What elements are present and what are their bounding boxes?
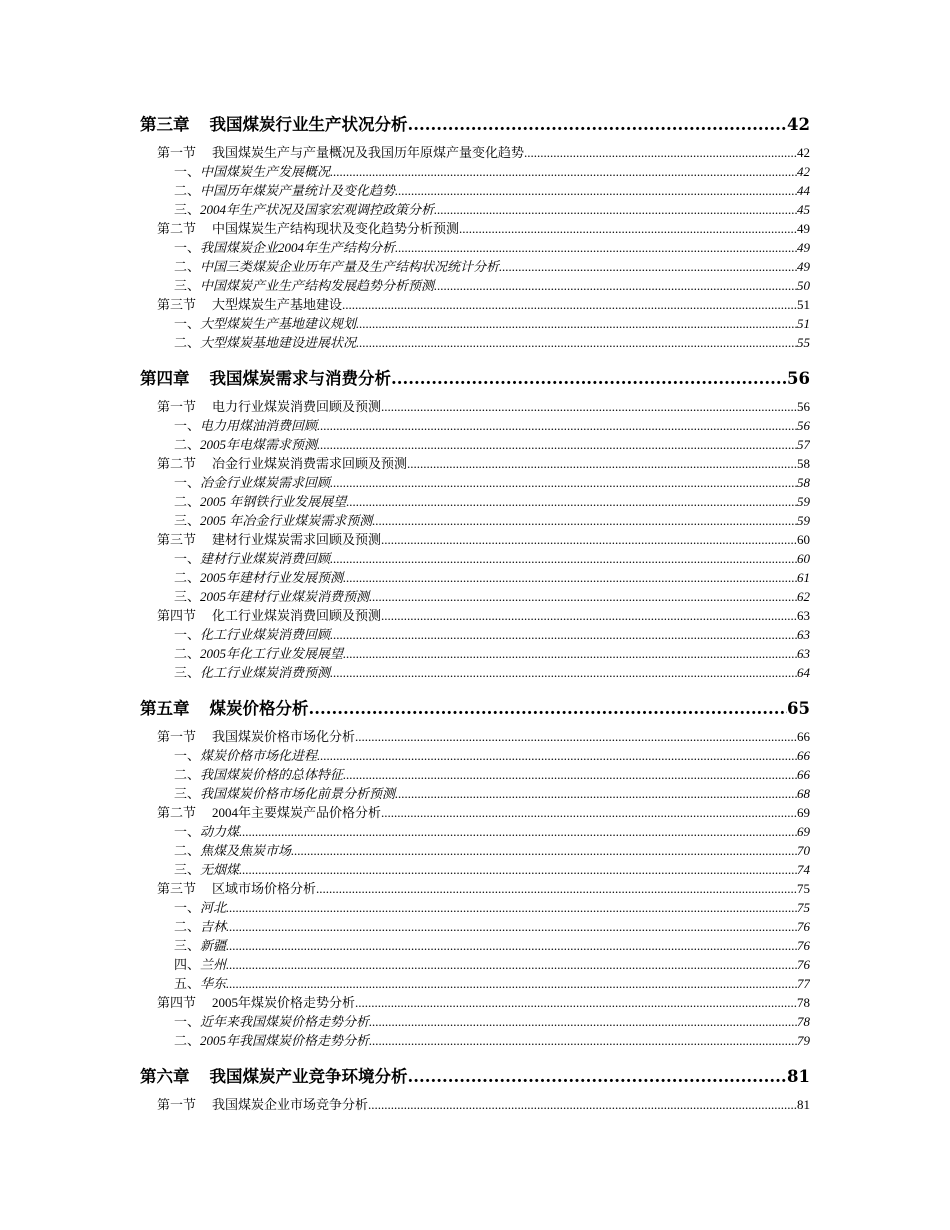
toc-section-entry[interactable] — [140, 727, 810, 746]
section-title: 建材行业煤炭需求回顾及预测 — [212, 532, 382, 547]
toc-item-entry[interactable] — [140, 625, 810, 644]
item-heading — [174, 917, 226, 936]
dot-leader — [342, 295, 797, 314]
section-heading — [157, 295, 342, 314]
item-number: 三、 — [174, 862, 201, 877]
item-title: 中国历年煤炭产量统计及变化趋势 — [200, 183, 396, 198]
item-page-number: 42 — [797, 164, 810, 179]
item-heading — [174, 822, 239, 841]
item-title: 2005年建材行业煤炭消费预测 — [200, 589, 370, 604]
item-heading — [174, 568, 343, 587]
item-heading — [174, 181, 395, 200]
section-title: 2005年煤炭价格走势分析 — [212, 995, 356, 1010]
toc-item-entry[interactable] — [140, 1031, 810, 1050]
dot-leader — [330, 625, 797, 644]
item-title: 大型煤炭生产基地建议规划 — [200, 316, 357, 331]
item-heading — [174, 860, 239, 879]
item-page-number: 64 — [797, 665, 810, 680]
toc-item-entry[interactable] — [140, 162, 810, 181]
chapter-heading — [140, 696, 309, 722]
dot-leader — [226, 936, 797, 955]
item-page-number: 57 — [797, 437, 810, 452]
section-title: 化工行业煤炭消费回顾及预测 — [212, 608, 382, 623]
toc-item-entry[interactable] — [140, 898, 810, 917]
item-heading — [174, 333, 356, 352]
item-title: 华东 — [200, 976, 227, 991]
section-heading — [157, 606, 381, 625]
item-title: 我国煤炭价格的总体特征 — [200, 767, 344, 782]
item-page-number: 51 — [797, 316, 810, 331]
section-heading — [157, 879, 316, 898]
item-heading — [174, 257, 499, 276]
item-page-number: 76 — [797, 957, 810, 972]
toc-item-entry[interactable] — [140, 511, 810, 530]
item-heading — [174, 765, 343, 784]
item-title: 中国煤炭生产发展概况 — [200, 164, 331, 179]
item-heading — [174, 663, 330, 682]
item-page-number: 56 — [797, 418, 810, 433]
toc-chapter-entry[interactable] — [140, 366, 810, 392]
toc-item-entry[interactable] — [140, 746, 810, 765]
dot-leader — [524, 143, 797, 162]
toc-item-entry[interactable] — [140, 917, 810, 936]
item-heading — [174, 784, 395, 803]
item-title: 中国三类煤炭企业历年产量及生产结构状况统计分析 — [200, 259, 500, 274]
item-page-number: 66 — [797, 748, 810, 763]
dot-leader — [291, 841, 797, 860]
item-number: 二、 — [174, 494, 201, 509]
item-number: 二、 — [174, 919, 201, 934]
item-page-number: 49 — [797, 259, 810, 274]
dot-leader — [368, 1095, 797, 1114]
item-page-number: 59 — [797, 494, 810, 509]
toc-section-entry[interactable] — [140, 879, 810, 898]
item-title: 我国煤炭企业2004年生产结构分析 — [200, 240, 396, 255]
item-page-number: 75 — [797, 900, 810, 915]
section-page-number: 56 — [797, 399, 810, 414]
item-heading — [174, 955, 226, 974]
item-title: 新疆 — [200, 938, 227, 953]
item-heading — [174, 200, 434, 219]
item-number: 一、 — [174, 475, 201, 490]
item-title: 无烟煤 — [200, 862, 240, 877]
toc-item-entry[interactable] — [140, 822, 810, 841]
item-page-number: 62 — [797, 589, 810, 604]
dot-leader — [239, 860, 797, 879]
dot-leader — [239, 822, 797, 841]
dot-leader — [459, 219, 797, 238]
toc-section-entry[interactable] — [140, 143, 810, 162]
section-number: 第三节 — [157, 881, 197, 896]
item-number: 三、 — [174, 938, 201, 953]
item-number: 二、 — [174, 183, 201, 198]
item-title: 建材行业煤炭消费回顾 — [200, 551, 331, 566]
dot-leader — [316, 879, 797, 898]
toc-item-entry[interactable] — [140, 568, 810, 587]
table-of-contents — [140, 112, 810, 1114]
dot-leader — [226, 898, 797, 917]
section-number: 第一节 — [157, 1097, 197, 1112]
item-page-number: 44 — [797, 183, 810, 198]
item-page-number: 79 — [797, 1033, 810, 1048]
item-title: 近年来我国煤炭价格走势分析 — [200, 1014, 370, 1029]
item-page-number: 77 — [797, 976, 810, 991]
section-title: 冶金行业煤炭消费需求回顾及预测 — [212, 456, 408, 471]
section-number: 第二节 — [157, 805, 197, 820]
toc-item-entry[interactable] — [140, 936, 810, 955]
chapter-title: 我国煤炭产业竞争环境分析 — [209, 1067, 408, 1086]
item-number: 二、 — [174, 646, 201, 661]
section-heading — [157, 993, 355, 1012]
item-page-number: 45 — [797, 202, 810, 217]
dot-leader — [434, 276, 797, 295]
toc-chapter-entry[interactable] — [140, 112, 810, 138]
toc-chapter-entry[interactable] — [140, 1064, 810, 1090]
item-number: 五、 — [174, 976, 201, 991]
toc-item-entry[interactable] — [140, 784, 810, 803]
item-number: 一、 — [174, 1014, 201, 1029]
item-page-number: 49 — [797, 240, 810, 255]
dot-leader — [408, 112, 788, 138]
item-title: 2005年我国煤炭价格走势分析 — [200, 1033, 370, 1048]
item-page-number: 76 — [797, 919, 810, 934]
item-page-number: 78 — [797, 1014, 810, 1029]
item-page-number: 59 — [797, 513, 810, 528]
item-page-number: 58 — [797, 475, 810, 490]
section-title: 区域市场价格分析 — [212, 881, 317, 896]
toc-section-entry[interactable] — [140, 219, 810, 238]
item-title: 动力煤 — [200, 824, 240, 839]
toc-item-entry[interactable] — [140, 492, 810, 511]
chapter-heading — [140, 366, 391, 392]
item-title: 2005年电煤需求预测 — [200, 437, 318, 452]
item-heading — [174, 549, 330, 568]
chapter-heading — [140, 112, 408, 138]
toc-item-entry[interactable] — [140, 663, 810, 682]
item-page-number: 60 — [797, 551, 810, 566]
toc-item-entry[interactable] — [140, 200, 810, 219]
section-title: 我国煤炭生产与产量概况及我国历年原煤产量变化趋势 — [212, 145, 525, 160]
item-heading — [174, 276, 434, 295]
chapter-page-number: 65 — [787, 699, 810, 718]
dot-leader — [330, 663, 797, 682]
item-number: 三、 — [174, 589, 201, 604]
section-page-number: 78 — [797, 995, 810, 1010]
chapter-title: 煤炭价格分析 — [209, 699, 309, 718]
dot-leader — [381, 803, 797, 822]
chapter-number: 第五章 — [140, 699, 190, 718]
toc-section-entry[interactable] — [140, 295, 810, 314]
toc-item-entry[interactable] — [140, 974, 810, 993]
dot-leader — [317, 435, 797, 454]
toc-section-entry[interactable] — [140, 530, 810, 549]
dot-leader — [330, 549, 797, 568]
section-page-number: 63 — [797, 608, 810, 623]
toc-item-entry[interactable] — [140, 257, 810, 276]
item-page-number: 70 — [797, 843, 810, 858]
item-title: 中国煤炭产业生产结构发展趋势分析预测 — [200, 278, 435, 293]
item-number: 三、 — [174, 278, 201, 293]
dot-leader — [372, 511, 797, 530]
section-page-number: 81 — [797, 1097, 810, 1112]
section-number: 第一节 — [157, 145, 197, 160]
item-number: 二、 — [174, 1033, 201, 1048]
item-number: 二、 — [174, 335, 201, 350]
toc-item-entry[interactable] — [140, 416, 810, 435]
item-title: 2005年化工行业发展展望 — [200, 646, 344, 661]
item-page-number: 63 — [797, 627, 810, 642]
item-number: 二、 — [174, 570, 201, 585]
item-number: 二、 — [174, 843, 201, 858]
item-heading — [174, 898, 226, 917]
dot-leader — [395, 181, 797, 200]
item-page-number: 74 — [797, 862, 810, 877]
section-page-number: 51 — [797, 297, 810, 312]
item-heading — [174, 1031, 369, 1050]
section-title: 电力行业煤炭消费回顾及预测 — [212, 399, 382, 414]
dot-leader — [309, 696, 788, 722]
item-number: 三、 — [174, 513, 201, 528]
section-title: 中国煤炭生产结构现状及变化趋势分析预测 — [212, 221, 460, 236]
dot-leader — [355, 727, 797, 746]
toc-section-entry[interactable] — [140, 454, 810, 473]
item-number: 三、 — [174, 202, 201, 217]
item-title: 2005 年冶金行业煤炭需求预测 — [200, 513, 373, 528]
item-page-number: 63 — [797, 646, 810, 661]
toc-item-entry[interactable] — [140, 860, 810, 879]
item-title: 焦煤及焦炭市场 — [200, 843, 292, 858]
toc-item-entry[interactable] — [140, 765, 810, 784]
item-number: 一、 — [174, 164, 201, 179]
section-heading — [157, 803, 381, 822]
item-page-number: 61 — [797, 570, 810, 585]
item-page-number: 55 — [797, 335, 810, 350]
chapter-page-number: 81 — [787, 1067, 810, 1086]
section-number: 第三节 — [157, 532, 197, 547]
dot-leader — [369, 1031, 797, 1050]
item-number: 三、 — [174, 786, 201, 801]
item-heading — [174, 974, 226, 993]
toc-section-entry[interactable] — [140, 606, 810, 625]
dot-leader — [356, 314, 797, 333]
toc-item-entry[interactable] — [140, 841, 810, 860]
item-page-number: 69 — [797, 824, 810, 839]
dot-leader — [226, 955, 797, 974]
item-title: 2005 年钢铁行业发展展望 — [200, 494, 347, 509]
dot-leader — [355, 993, 797, 1012]
item-page-number: 68 — [797, 786, 810, 801]
item-heading — [174, 162, 330, 181]
item-number: 二、 — [174, 437, 201, 452]
item-number: 一、 — [174, 824, 201, 839]
item-heading — [174, 746, 317, 765]
section-title: 我国煤炭价格市场化分析 — [212, 729, 356, 744]
item-number: 二、 — [174, 259, 201, 274]
dot-leader — [317, 416, 797, 435]
dot-leader — [395, 238, 797, 257]
item-heading — [174, 587, 369, 606]
item-page-number: 50 — [797, 278, 810, 293]
item-title: 电力用煤油消费回顾 — [200, 418, 318, 433]
item-heading — [174, 841, 291, 860]
dot-leader — [330, 162, 797, 181]
section-page-number: 60 — [797, 532, 810, 547]
toc-section-entry[interactable] — [140, 803, 810, 822]
dot-leader — [346, 492, 797, 511]
item-number: 一、 — [174, 418, 201, 433]
item-heading — [174, 936, 226, 955]
item-heading — [174, 238, 395, 257]
item-title: 河北 — [200, 900, 227, 915]
section-number: 第一节 — [157, 729, 197, 744]
chapter-number: 第六章 — [140, 1067, 190, 1086]
item-title: 2005年建材行业发展预测 — [200, 570, 344, 585]
item-number: 一、 — [174, 316, 201, 331]
toc-item-entry[interactable] — [140, 644, 810, 663]
toc-item-entry[interactable] — [140, 435, 810, 454]
chapter-heading — [140, 1064, 408, 1090]
item-heading — [174, 1012, 369, 1031]
section-page-number: 75 — [797, 881, 810, 896]
section-heading — [157, 143, 524, 162]
item-number: 一、 — [174, 900, 201, 915]
chapter-number: 第三章 — [140, 115, 190, 134]
item-heading — [174, 314, 356, 333]
toc-item-entry[interactable] — [140, 238, 810, 257]
item-number: 三、 — [174, 665, 201, 680]
toc-item-entry[interactable] — [140, 587, 810, 606]
section-heading — [157, 219, 459, 238]
item-heading — [174, 473, 330, 492]
toc-item-entry[interactable] — [140, 181, 810, 200]
chapter-page-number: 42 — [787, 115, 810, 134]
chapter-title: 我国煤炭行业生产状况分析 — [209, 115, 408, 134]
chapter-title: 我国煤炭需求与消费分析 — [209, 369, 391, 388]
section-page-number: 49 — [797, 221, 810, 236]
item-title: 2004年生产状况及国家宏观调控政策分析 — [200, 202, 435, 217]
item-heading — [174, 435, 317, 454]
section-title: 2004年主要煤炭产品价格分析 — [212, 805, 382, 820]
section-title: 我国煤炭企业市场竞争分析 — [212, 1097, 369, 1112]
item-number: 四、 — [174, 957, 201, 972]
section-title: 大型煤炭生产基地建设 — [212, 297, 343, 312]
item-title: 化工行业煤炭消费预测 — [200, 665, 331, 680]
dot-leader — [226, 974, 797, 993]
dot-leader — [381, 397, 797, 416]
item-number: 二、 — [174, 767, 201, 782]
item-heading — [174, 492, 346, 511]
toc-item-entry[interactable] — [140, 955, 810, 974]
dot-leader — [434, 200, 797, 219]
chapter-number: 第四章 — [140, 369, 190, 388]
item-title: 兰州 — [200, 957, 227, 972]
item-title: 化工行业煤炭消费回顾 — [200, 627, 331, 642]
dot-leader — [226, 917, 797, 936]
item-title: 大型煤炭基地建设进展状况 — [200, 335, 357, 350]
dot-leader — [369, 1012, 797, 1031]
section-heading — [157, 454, 407, 473]
item-heading — [174, 416, 317, 435]
section-heading — [157, 1095, 368, 1114]
item-number: 一、 — [174, 551, 201, 566]
dot-leader — [381, 530, 797, 549]
dot-leader — [395, 784, 797, 803]
dot-leader — [391, 366, 787, 392]
dot-leader — [343, 765, 797, 784]
toc-item-entry[interactable] — [140, 276, 810, 295]
item-heading — [174, 625, 330, 644]
section-number: 第二节 — [157, 221, 197, 236]
toc-section-entry[interactable] — [140, 1095, 810, 1114]
section-number: 第一节 — [157, 399, 197, 414]
dot-leader — [407, 454, 797, 473]
item-heading — [174, 644, 343, 663]
dot-leader — [408, 1064, 788, 1090]
item-number: 一、 — [174, 627, 201, 642]
section-page-number: 42 — [797, 145, 810, 160]
item-title: 煤炭价格市场化进程 — [200, 748, 318, 763]
section-heading — [157, 530, 381, 549]
item-title: 吉林 — [200, 919, 227, 934]
dot-leader — [317, 746, 797, 765]
item-title: 冶金行业煤炭需求回顾 — [200, 475, 331, 490]
section-page-number: 66 — [797, 729, 810, 744]
section-number: 第三节 — [157, 297, 197, 312]
section-number: 第二节 — [157, 456, 197, 471]
dot-leader — [381, 606, 797, 625]
toc-chapter-entry[interactable] — [140, 696, 810, 722]
dot-leader — [499, 257, 797, 276]
section-page-number: 69 — [797, 805, 810, 820]
dot-leader — [356, 333, 797, 352]
toc-item-entry[interactable] — [140, 333, 810, 352]
section-number: 第四节 — [157, 995, 197, 1010]
toc-section-entry[interactable] — [140, 397, 810, 416]
dot-leader — [343, 644, 797, 663]
item-title: 我国煤炭价格市场化前景分析预测 — [200, 786, 396, 801]
section-heading — [157, 397, 381, 416]
toc-item-entry[interactable] — [140, 549, 810, 568]
toc-item-entry[interactable] — [140, 473, 810, 492]
dot-leader — [343, 568, 797, 587]
dot-leader — [369, 587, 797, 606]
toc-item-entry[interactable] — [140, 314, 810, 333]
item-heading — [174, 511, 372, 530]
section-number: 第四节 — [157, 608, 197, 623]
item-number: 一、 — [174, 748, 201, 763]
item-page-number: 66 — [797, 767, 810, 782]
item-number: 一、 — [174, 240, 201, 255]
item-page-number: 76 — [797, 938, 810, 953]
dot-leader — [330, 473, 797, 492]
section-page-number: 58 — [797, 456, 810, 471]
chapter-page-number: 56 — [787, 369, 810, 388]
toc-section-entry[interactable] — [140, 993, 810, 1012]
section-heading — [157, 727, 355, 746]
toc-item-entry[interactable] — [140, 1012, 810, 1031]
